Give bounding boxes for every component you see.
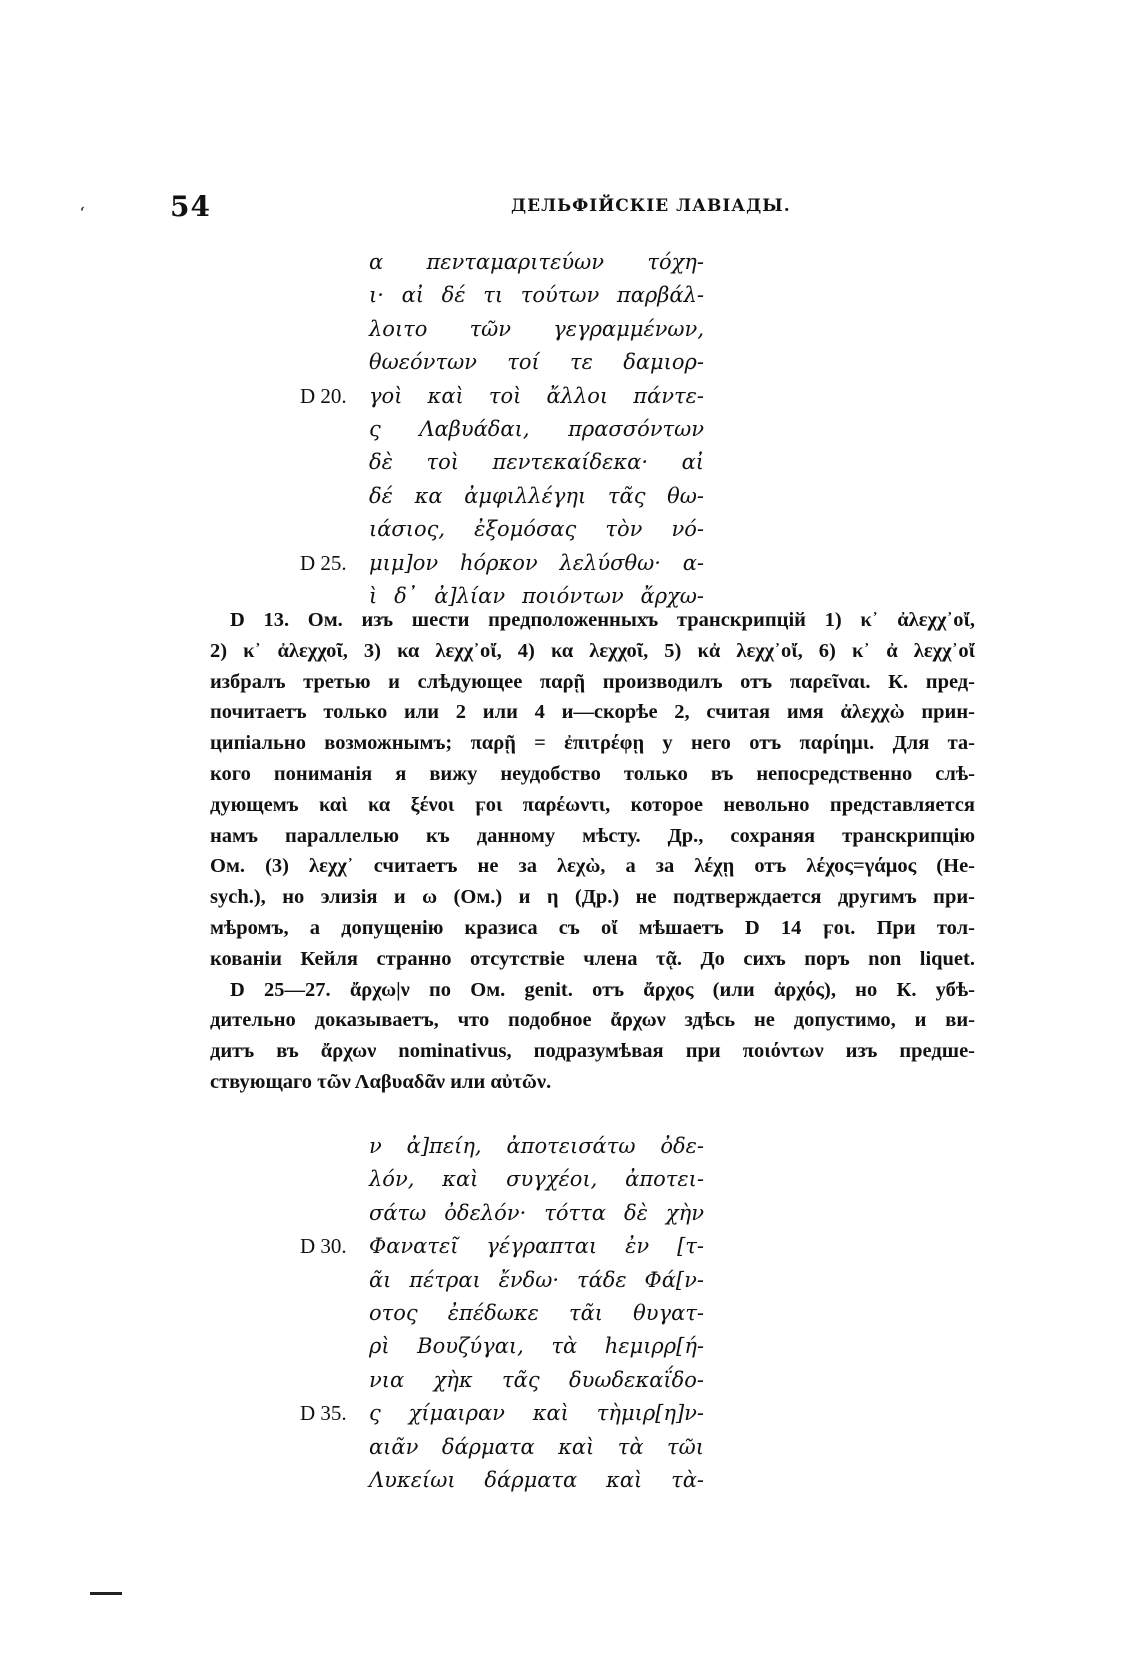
page-header	[170, 190, 791, 230]
commentary-line: D 25—27. ἄρχω|ν по Ом. genit. отъ ἄρχος (или ἀρχός), но К. убѣ-	[230, 978, 975, 1001]
commentary-line: намъ параллелью къ данному мѣсту. Др., сохраняя транскрипцію	[210, 824, 975, 847]
commentary-line: мѣромъ, а допущенію кразиса съ οἴ мѣшаетъ D 14 ϝοι. При тол-	[210, 916, 975, 939]
inscription-text: γοὶ καὶ τοὶ ἄλλοι πάντε-	[369, 383, 704, 408]
inscription-line	[300, 279, 720, 312]
line-number-label: D 35.	[300, 1401, 347, 1426]
commentary-line: дительно доказываетъ, что подобное ἄρχων здѣсь не допустимо, и ви-	[210, 1009, 975, 1032]
inscription-line	[300, 480, 720, 513]
page-number: 54	[170, 190, 211, 223]
stray-mark: ‘	[80, 205, 85, 221]
inscription-text: ι· αἰ δέ τι τούτων παρβάλ-	[369, 283, 704, 308]
line-number-label: D 25.	[300, 550, 347, 575]
inscription-text: Φανατεῖ γέγραπται ἐν [τ-	[369, 1234, 704, 1259]
inscription-text: ν ἀ]πείη, ἀποτεισάτω ὀδε-	[369, 1134, 704, 1158]
inscription-line	[300, 1264, 720, 1297]
inscription-text: δὲ τοὶ πεντεκαίδεκα· αἰ	[369, 450, 704, 475]
inscription-text: ς χίμαιραν καὶ τὴμιρ[η]ν-	[369, 1401, 704, 1426]
commentary-line: дитъ въ ἄρχων nominativus, подразумѣвая при ποιόντων изъ предше-	[210, 1040, 975, 1063]
inscription-text: λόν, καὶ συγχέοι, ἀποτει-	[369, 1167, 704, 1192]
inscription-line	[300, 1230, 720, 1263]
running-title: ДЕЛЬФІЙСКІЕ ЛАВІАДЫ.	[511, 196, 791, 216]
commentary-line: кого пониманія я вижу неудобство только въ непосредственно слѣ-	[210, 762, 975, 785]
page-margin-dash	[90, 1592, 122, 1595]
commentary-line: ствующаго τῶν Λαβυαδᾶν или αὐτῶν.	[210, 1070, 552, 1093]
inscription-line	[300, 1464, 720, 1497]
inscription-line	[300, 1130, 720, 1163]
line-number-label: D 20.	[300, 383, 347, 408]
inscription-text: ρὶ Βουζύγαι, τὰ hεμιρρ[ή-	[369, 1334, 704, 1359]
inscription-text: λοιτο τῶν γεγραμμένων,	[369, 316, 704, 341]
inscription-text: αιᾶν δάρματα καὶ τὰ τῶι	[369, 1434, 704, 1459]
inscription-line	[300, 246, 720, 279]
inscription-text: ὶ δ᾽ ἀ]λίαν ποιόντων ἄρχω-	[369, 583, 704, 608]
inscription-line	[300, 1197, 720, 1230]
commentary-line: почитаетъ только или 2 или 4 и—скорѣе 2, считая имя ἀλεχχὼ прин-	[210, 701, 975, 724]
commentary-line: 2) κ᾽ ἀλεχχοῖ, 3) κα λεχχ᾽οἴ, 4) κα λεχχοῖ, 5) κἀ λεχχ᾽οἴ, 6) κ᾽ ἀ λεχχ᾽οἴ	[210, 639, 975, 662]
inscription-text: Λυκείωι δάρματα καὶ τὰ-	[369, 1467, 704, 1492]
inscription-line	[300, 1163, 720, 1196]
commentary-line: дующемъ καὶ κα ξένοι ϝοι παρέωντι, которое невольно представляется	[210, 793, 975, 816]
inscription-line	[300, 413, 720, 446]
commentary-line: кованіи Кейля странно отсутствіе члена τᾷ. До сихъ поръ non liquet.	[210, 947, 975, 970]
inscription-line	[300, 380, 720, 413]
commentary-line: D 13. Ом. изъ шести предположенныхъ транскрипцій 1) κ᾽ ἀλεχχ᾽οἴ,	[230, 609, 975, 631]
inscription-text: οτος ἐπέδωκε τᾶι θυγατ-	[369, 1300, 704, 1325]
inscription-line	[300, 346, 720, 379]
inscription-block-top	[300, 246, 720, 613]
inscription-line	[300, 1431, 720, 1464]
inscription-line	[300, 1364, 720, 1397]
inscription-text: α πενταμαριτεύων τόχη-	[369, 250, 704, 274]
inscription-line	[300, 1330, 720, 1363]
inscription-line	[300, 1297, 720, 1330]
inscription-line	[300, 547, 720, 580]
commentary-line: Ом. (3) λεχχ᾽ считаетъ не за λεχὼ, а за λέχῃ отъ λέχος=γάμος (He-	[210, 855, 975, 878]
commentary-block	[210, 605, 975, 1098]
inscription-text: ᾶι πέτραι ἔνδω· τάδε Φά[ν-	[369, 1267, 704, 1292]
line-number-label: D 30.	[300, 1234, 347, 1259]
commentary-line: избралъ третью и слѣдующее παρῇ производилъ отъ παρεῖναι. К. пред-	[210, 670, 975, 693]
inscription-text: θωεόντων τοί τε δαμιορ-	[369, 350, 704, 375]
commentary-line: sych.), но элизія и ω (Ом.) и η (Др.) не подтверждается другимъ при-	[210, 886, 975, 909]
inscription-line	[300, 513, 720, 546]
inscription-text: ς Λαβυάδαι, πρασσόντων	[369, 416, 704, 441]
inscription-text: δέ κα ἀμφιλλέγηι τᾶς θω-	[369, 483, 704, 508]
inscription-block-bottom	[300, 1130, 720, 1497]
inscription-text: ιάσιος, ἐξομόσας τὸν νό-	[369, 517, 704, 542]
inscription-text: σάτω ὀδελόν· τόττα δὲ χὴν	[369, 1200, 704, 1225]
inscription-text: νια χὴκ τᾶς δυωδεκαΐδο-	[369, 1367, 704, 1392]
inscription-text: μιμ]ον hόρκον λελύσθω· α-	[369, 550, 704, 575]
inscription-line	[300, 313, 720, 346]
inscription-line	[300, 446, 720, 479]
inscription-line	[300, 1397, 720, 1430]
commentary-line: ципіально возможнымъ; παρῇ = ἐπιτρέφῃ у него отъ παρίημι. Для та-	[210, 732, 975, 755]
